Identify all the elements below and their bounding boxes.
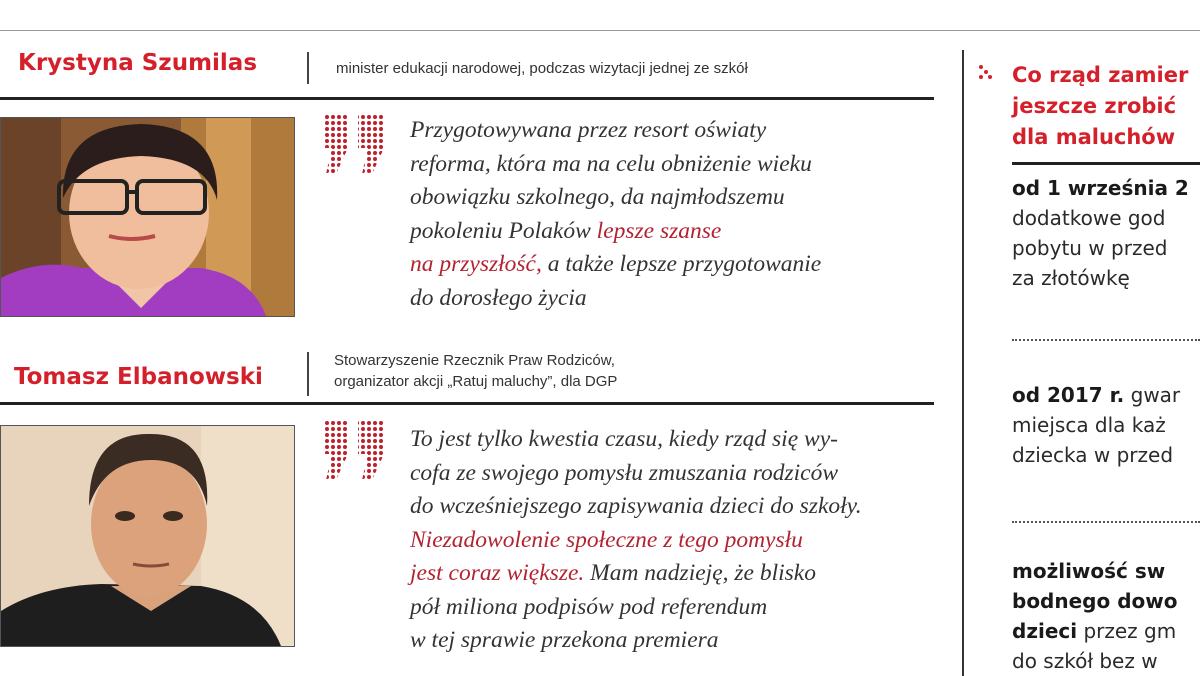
quote-line [410,181,821,215]
quote-line [410,248,821,282]
quote-line [410,624,862,658]
sidebar-title-line: dla maluchów [1012,125,1176,149]
entry-rule-2 [0,402,934,405]
quote-segment: cofa ze swojego pomysłu zmuszania rodziców [410,459,839,486]
sidebar-bullet-icon [978,64,992,87]
quote-segment: pół miliona podpisów pod referendum [410,593,768,620]
sidebar-text: dodatkowe god [1012,206,1166,230]
sidebar-item-2 [1012,380,1180,470]
person-name-2: Tomasz Elbanowski [14,364,263,390]
sidebar-dotted-divider [1012,521,1200,523]
column-separator [962,50,964,676]
quote-segment: Mam nadzieję, że blisko [584,560,816,586]
sidebar-bold: dzieci [1012,619,1078,643]
name-separator-2 [307,352,309,396]
sidebar-line [1012,173,1189,203]
quote-line [410,282,821,316]
sidebar-line [1012,263,1189,293]
sidebar-text: miejsca dla każ [1012,413,1166,437]
person-role-line: Stowarzyszenie Rzecznik Praw Rodziców, [334,352,615,369]
sidebar-rule [1012,162,1200,165]
sidebar-bold: bodnego dowo [1012,589,1178,613]
quote-line [410,591,862,625]
sidebar-line [1012,233,1189,263]
person-role-line: organizator akcji „Ratuj maluchy”, dla DGP [334,373,618,390]
sidebar-line [1012,556,1177,586]
sidebar-line [1012,410,1180,440]
quote-highlight: Niezadowolenie społeczne z tego pomysłu [410,526,803,553]
sidebar-title [1012,60,1188,153]
sidebar-bold: od 2017 r. [1012,383,1125,407]
quote-line [410,557,862,591]
quote-segment: w tej sprawie przekona premiera [410,627,719,653]
quote-segment: do dorosłego życia [410,284,587,311]
portrait-woman-illustration [1,118,294,316]
quote-segment: To jest tylko kwestia czasu, kiedy rząd się wy- [410,426,838,452]
quote-text-1 [410,114,821,315]
sidebar-text: pobytu w przed [1012,236,1168,260]
quote-segment: reforma, która ma na celu obniżenie wieku [410,150,812,177]
sidebar-line [1012,440,1180,470]
sidebar-text: przez gm [1077,619,1177,643]
quote-segment: a także lepsze przygotowanie [541,251,822,277]
portrait-man-illustration [1,426,294,646]
sidebar-item-1 [1012,173,1189,293]
quote-highlight: na przyszłość, [410,251,542,277]
sidebar-line [1012,586,1177,616]
quote-segment: obowiązku szkolnego, da najmłodszemu [410,184,785,210]
photo-tomasz-elbanowski [0,425,295,647]
quote-line [410,457,862,491]
person-name-1: Krystyna Szumilas [18,50,258,76]
quote-line [410,490,862,524]
sidebar-item-3 [1012,556,1177,676]
quote-highlight: lepsze szanse [596,217,722,244]
quote-highlight: jest coraz większe. [410,560,585,586]
quote-text-2 [410,423,862,658]
sidebar-line [1012,380,1180,410]
sidebar-bold: od 1 września 2 [1012,176,1189,200]
sidebar-dotted-divider [1012,339,1200,341]
person-role-1: minister edukacji narodowej, podczas wizytacji jednej ze szkół [336,60,748,77]
quote-segment: do wcześniejszego zapisywania dzieci do szkoły. [410,493,862,519]
sidebar-line [1012,203,1189,233]
quote-segment: Przygotowywana przez resort oświaty [410,117,767,143]
quote-line [410,423,862,457]
sidebar-line [1012,646,1177,676]
quote-line [410,215,821,249]
entry-rule-1 [0,97,934,100]
photo-krystyna-szumilas [0,117,295,317]
sidebar-title-line: jeszcze zrobić [1012,94,1177,118]
sidebar-bold: możliwość sw [1012,559,1166,583]
top-divider [0,30,1200,31]
person-role-2 [334,350,617,392]
sidebar-text: do szkół bez w [1012,649,1158,673]
quote-line [410,524,862,558]
sidebar-text: gwar [1124,383,1181,407]
quote-mark-icon [318,114,390,181]
sidebar-text: dziecka w przed [1012,443,1174,467]
quote-mark-icon [318,420,390,487]
sidebar-line [1012,616,1177,646]
quote-line [410,148,821,182]
quote-line [410,114,821,148]
sidebar-text: za złotówkę [1012,266,1130,290]
quote-segment: pokoleniu Polaków [410,217,597,244]
name-separator-1 [307,52,309,84]
sidebar-title-line: Co rząd zamier [1012,63,1189,87]
